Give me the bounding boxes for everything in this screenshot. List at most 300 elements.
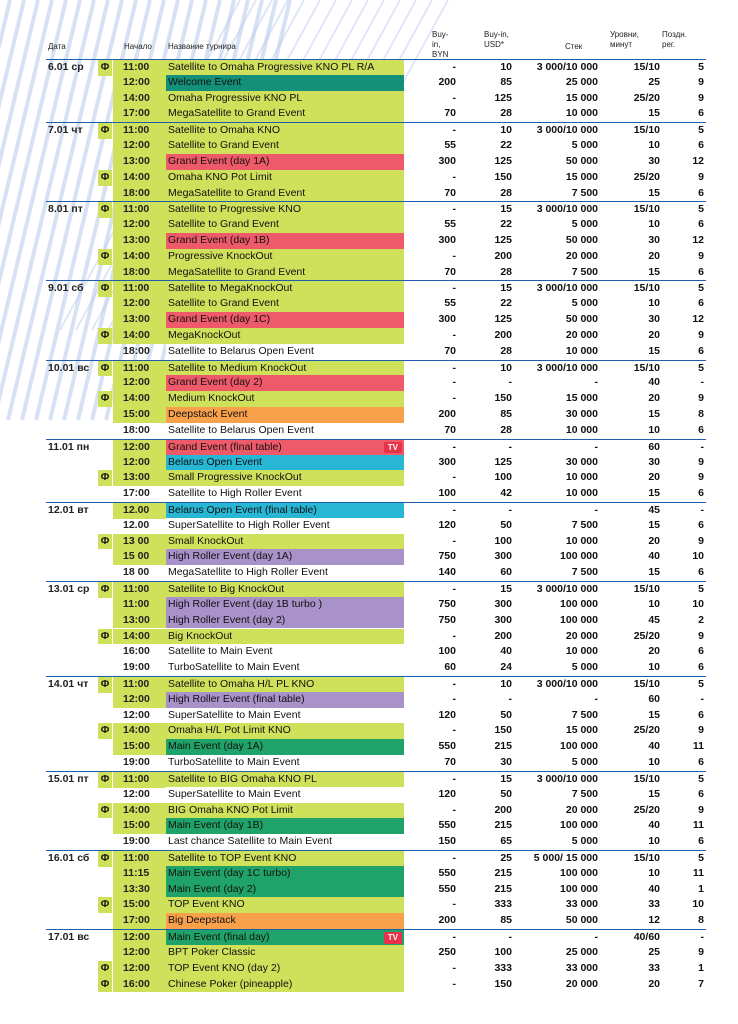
row-stack: 10 000 — [565, 471, 598, 484]
table-row — [46, 375, 706, 391]
row-event-name — [166, 170, 404, 186]
row-stack: 5 000/ 15 000 — [533, 852, 598, 864]
table-row — [46, 122, 706, 139]
row-time: 14:00 — [113, 803, 166, 819]
table-row — [46, 360, 706, 377]
row-buyin-byn: 55 — [444, 218, 456, 231]
event-name-text: Big KnockOut — [168, 629, 233, 642]
event-name-text: Grand Event (day 2) — [168, 376, 263, 389]
row-time: 13:00 — [113, 470, 166, 486]
row-time: 11:00 — [113, 60, 166, 76]
row-stack: 3 000/10 000 — [536, 677, 598, 690]
row-levels: 10 — [648, 661, 660, 674]
row-late-reg: 2 — [698, 613, 704, 626]
row-stack: 100 000 — [560, 882, 598, 895]
row-levels: 25/20 — [633, 724, 660, 737]
row-buyin-byn: 60 — [444, 661, 456, 674]
row-time: 12:00 — [113, 945, 166, 961]
row-levels: 25 — [648, 75, 660, 88]
row-late-reg: 6 — [698, 218, 704, 231]
row-time: 13:00 — [113, 613, 166, 629]
row-event-name — [166, 375, 404, 391]
header-name: Название турнира — [168, 42, 236, 51]
row-event-name — [166, 361, 404, 377]
row-buyin-usd: 22 — [500, 297, 512, 310]
row-time: 16:00 — [123, 645, 150, 658]
row-event-name — [166, 154, 404, 170]
table-row — [46, 708, 706, 724]
table-row — [46, 518, 706, 534]
row-buyin-byn: 750 — [438, 550, 456, 563]
row-time: 11:00 — [113, 582, 166, 598]
row-time: 12:00 — [113, 296, 166, 312]
row-buyin-usd: 100 — [494, 471, 512, 484]
row-levels: 25/20 — [633, 170, 660, 183]
row-buyin-byn: - — [452, 677, 456, 690]
event-name-text: Medium KnockOut — [168, 392, 255, 405]
row-levels: 15 — [648, 518, 660, 531]
row-late-reg: 6 — [698, 107, 704, 120]
table-row — [46, 771, 706, 788]
row-event-name — [166, 882, 404, 898]
table-row — [46, 439, 706, 456]
row-event-name — [166, 296, 404, 312]
row-event-name — [166, 312, 404, 328]
table-row — [46, 834, 706, 850]
tv-icon: TV — [384, 442, 402, 454]
row-buyin-byn: 55 — [444, 297, 456, 310]
event-name-text: Main Event (day 2) — [168, 882, 257, 895]
row-buyin-usd: 10 — [500, 61, 512, 73]
row-event-name — [166, 692, 404, 708]
event-name-text: Deepstack Event — [168, 408, 248, 421]
row-buyin-byn: 300 — [438, 234, 456, 247]
row-late-reg: 9 — [698, 455, 704, 468]
row-stack: 5 000 — [571, 139, 598, 152]
row-buyin-byn: 150 — [438, 835, 456, 848]
row-late-reg: 9 — [698, 170, 704, 183]
row-event-name — [166, 866, 404, 882]
row-late-reg: 8 — [698, 914, 704, 927]
row-levels: 15 — [648, 708, 660, 721]
event-name-text: Satellite to Grand Event — [168, 297, 279, 310]
row-time: 18 00 — [123, 566, 150, 579]
row-time: 12:00 — [113, 375, 166, 391]
row-event-name — [166, 644, 404, 660]
event-name-text: Grand Event (day 1B) — [168, 234, 270, 247]
row-event-name — [166, 977, 404, 993]
row-levels: 15 — [648, 186, 660, 199]
event-name-text: TOP Event KNO (day 2) — [168, 961, 281, 974]
row-time: 15 00 — [113, 549, 166, 565]
row-event-name — [166, 486, 404, 502]
row-levels: 25/20 — [633, 91, 660, 104]
row-stack: - — [594, 503, 598, 516]
event-name-text: Main Event (day 1A) — [168, 740, 264, 753]
row-date: 11.01 пн — [48, 440, 90, 453]
row-stack: - — [594, 931, 598, 944]
row-event-name — [166, 470, 404, 486]
row-buyin-byn: 300 — [438, 154, 456, 167]
table-row — [46, 217, 706, 233]
table-row — [46, 265, 706, 281]
row-stack: 3 000/10 000 — [536, 583, 598, 596]
table-row — [46, 455, 706, 471]
event-name-text: Satellite to Medium KnockOut — [168, 361, 307, 374]
row-late-reg: 6 — [698, 661, 704, 674]
row-late-reg: 9 — [698, 75, 704, 88]
event-name-text: Satellite to BIG Omaha KNO PL — [168, 772, 317, 785]
row-stack: 50 000 — [565, 313, 598, 326]
row-late-reg: 6 — [698, 186, 704, 199]
event-name-text: Satellite to Omaha KNO — [168, 124, 281, 137]
row-buyin-byn: 200 — [438, 408, 456, 421]
row-buyin-usd: 125 — [494, 313, 512, 326]
event-name-text: Satellite to MegaKnockOut — [168, 282, 293, 295]
row-time: 14:00 — [113, 249, 166, 265]
row-levels: 10 — [648, 835, 660, 848]
row-late-reg: 6 — [698, 423, 704, 436]
row-buyin-usd: 215 — [494, 819, 512, 832]
row-late-reg: 5 — [698, 124, 704, 137]
row-event-name — [166, 60, 404, 76]
row-stack: 5 000 — [571, 835, 598, 848]
row-buyin-byn: - — [452, 392, 456, 405]
row-late-reg: 10 — [692, 597, 704, 610]
event-name-text: Chinese Poker (pineapple) — [168, 977, 293, 990]
row-event-name — [166, 549, 404, 565]
row-levels: 40 — [648, 550, 660, 563]
row-stack: 30 000 — [565, 455, 598, 468]
row-buyin-usd: 85 — [500, 914, 512, 927]
row-time: 11:15 — [113, 866, 166, 882]
row-buyin-usd: 150 — [494, 977, 512, 990]
row-levels: 20 — [648, 645, 660, 658]
row-time: 14:00 — [113, 328, 166, 344]
row-buyin-usd: 10 — [500, 677, 512, 690]
phi-icon: Ф — [98, 851, 112, 867]
row-levels: 15/10 — [633, 361, 660, 374]
row-late-reg: 9 — [698, 724, 704, 737]
row-late-reg: 8 — [698, 408, 704, 421]
phi-icon: Ф — [98, 328, 112, 344]
event-name-text: BPT Poker Classic — [168, 945, 256, 958]
row-buyin-usd: 15 — [500, 772, 512, 785]
row-buyin-byn: - — [452, 328, 456, 341]
row-stack: 20 000 — [565, 629, 598, 642]
row-levels: 20 — [648, 471, 660, 484]
event-name-text: Last chance Satellite to Main Event — [168, 835, 333, 848]
row-event-name — [166, 455, 404, 471]
row-buyin-byn: 70 — [444, 265, 456, 278]
row-levels: 40 — [648, 376, 660, 389]
row-late-reg: 9 — [698, 249, 704, 262]
row-stack: 10 000 — [565, 344, 598, 357]
row-date: 8.01 пт — [48, 203, 83, 216]
row-date: 6.01 ср — [48, 61, 84, 73]
row-stack: 7 500 — [571, 186, 598, 199]
row-buyin-byn: 550 — [438, 819, 456, 832]
row-late-reg: 6 — [698, 835, 704, 848]
row-stack: 10 000 — [565, 645, 598, 658]
row-stack: 7 500 — [571, 518, 598, 531]
row-time: 17:00 — [123, 487, 150, 500]
table-row — [46, 755, 706, 771]
row-time: 12:00 — [123, 787, 150, 800]
row-late-reg: 10 — [692, 550, 704, 563]
row-time: 19:00 — [123, 756, 150, 769]
event-name-text: Satellite to Belarus Open Event — [168, 344, 314, 357]
row-levels: 40 — [648, 740, 660, 753]
row-buyin-byn: - — [452, 534, 456, 547]
row-event-name — [166, 930, 404, 946]
row-late-reg: 9 — [698, 629, 704, 642]
row-stack: 100 000 — [560, 613, 598, 626]
row-buyin-byn: - — [452, 503, 456, 516]
row-event-name — [166, 834, 404, 850]
row-time: 18:00 — [123, 423, 150, 436]
row-buyin-usd: 10 — [500, 124, 512, 137]
row-event-name — [166, 534, 404, 550]
phi-icon: Ф — [98, 723, 112, 739]
row-buyin-usd: 15 — [500, 583, 512, 596]
row-event-name — [166, 739, 404, 755]
event-name-text: Progressive KnockOut — [168, 249, 273, 262]
row-late-reg: 5 — [698, 282, 704, 295]
header-date: Дата — [48, 42, 66, 51]
table-row — [46, 106, 706, 122]
row-stack: 25 000 — [565, 75, 598, 88]
row-late-reg: 9 — [698, 328, 704, 341]
row-stack: 15 000 — [565, 392, 598, 405]
row-late-reg: 7 — [698, 977, 704, 990]
row-buyin-usd: 215 — [494, 740, 512, 753]
row-stack: 50 000 — [565, 234, 598, 247]
row-buyin-usd: 28 — [500, 423, 512, 436]
row-time: 12.00 — [123, 518, 150, 531]
table-row — [46, 644, 706, 660]
row-event-name — [166, 660, 404, 676]
row-late-reg: 12 — [692, 313, 704, 326]
row-event-name — [166, 281, 404, 297]
row-stack: 100 000 — [560, 550, 598, 563]
row-stack: 5 000 — [571, 218, 598, 231]
row-stack: 3 000/10 000 — [536, 203, 598, 216]
row-buyin-byn: - — [452, 852, 456, 864]
table-row — [46, 549, 706, 565]
row-event-name — [166, 423, 404, 439]
row-late-reg: 5 — [698, 583, 704, 596]
row-buyin-byn: - — [452, 583, 456, 596]
phi-icon: Ф — [98, 961, 112, 977]
phi-icon: Ф — [98, 470, 112, 486]
row-levels: 10 — [648, 756, 660, 769]
row-buyin-usd: 50 — [500, 708, 512, 721]
row-buyin-usd: 24 — [500, 661, 512, 674]
row-buyin-byn: 750 — [438, 597, 456, 610]
row-levels: 15 — [648, 408, 660, 421]
row-stack: 33 000 — [565, 898, 598, 911]
row-event-name — [166, 75, 404, 91]
phi-icon: Ф — [98, 170, 112, 186]
event-name-text: Grand Event (final table) — [168, 440, 282, 453]
event-name-text: MegaSatellite to Grand Event — [168, 186, 306, 199]
row-levels: 33 — [648, 898, 660, 911]
event-name-text: Satellite to Big KnockOut — [168, 583, 285, 596]
row-levels: 10 — [648, 297, 660, 310]
row-buyin-byn: 200 — [438, 914, 456, 927]
row-date: 17.01 вс — [48, 931, 90, 944]
table-row — [46, 154, 706, 170]
event-name-text: Belarus Open Event — [168, 455, 262, 468]
event-name-text: Satellite to Grand Event — [168, 218, 279, 231]
row-event-name — [166, 503, 404, 519]
row-buyin-byn: 70 — [444, 756, 456, 769]
row-stack: 100 000 — [560, 740, 598, 753]
row-event-name — [166, 582, 404, 598]
row-stack: 100 000 — [560, 866, 598, 879]
row-stack: 100 000 — [560, 597, 598, 610]
row-levels: 15/10 — [633, 124, 660, 137]
row-levels: 20 — [648, 534, 660, 547]
row-stack: 3 000/10 000 — [536, 124, 598, 137]
row-late-reg: - — [700, 692, 704, 705]
row-late-reg: 6 — [698, 566, 704, 579]
row-levels: 15/10 — [633, 677, 660, 690]
table-row — [46, 581, 706, 598]
event-name-text: MegaSatellite to Grand Event — [168, 265, 306, 278]
table-row — [46, 739, 706, 755]
row-time: 15:00 — [113, 407, 166, 423]
row-event-name — [166, 723, 404, 739]
event-name-text: Satellite to Progressive KNO — [168, 203, 302, 216]
event-name-text: Small Progressive KnockOut — [168, 471, 302, 484]
row-buyin-usd: 25 — [500, 852, 512, 864]
row-levels: 10 — [648, 139, 660, 152]
row-buyin-byn: 750 — [438, 613, 456, 626]
row-buyin-usd: 150 — [494, 724, 512, 737]
row-buyin-usd: 22 — [500, 139, 512, 152]
row-levels: 30 — [648, 455, 660, 468]
row-buyin-usd: 10 — [500, 361, 512, 374]
event-name-text: Omaha H/L Pot Limit KNO — [168, 724, 291, 737]
row-time: 15:00 — [113, 739, 166, 755]
row-buyin-usd: 28 — [500, 344, 512, 357]
row-buyin-usd: 100 — [494, 534, 512, 547]
row-buyin-usd: 150 — [494, 170, 512, 183]
event-name-text: Welcome Event — [168, 75, 242, 88]
row-stack: 3 000/10 000 — [536, 772, 598, 785]
event-name-text: BIG Omaha KNO Pot Limit — [168, 803, 293, 816]
row-stack: 15 000 — [565, 170, 598, 183]
row-stack: 7 500 — [571, 708, 598, 721]
table-row — [46, 882, 706, 898]
row-levels: 20 — [648, 392, 660, 405]
row-buyin-usd: - — [508, 503, 512, 516]
phi-icon: Ф — [98, 977, 112, 993]
row-event-name — [166, 945, 404, 961]
row-time: 18:00 — [113, 186, 166, 202]
row-late-reg: 1 — [698, 882, 704, 895]
row-time: 11:00 — [113, 361, 166, 377]
row-late-reg: - — [700, 376, 704, 389]
row-time: 12:00 — [113, 75, 166, 91]
event-name-text: Satellite to TOP Event KNO — [168, 852, 297, 864]
row-time: 12:00 — [113, 455, 166, 471]
row-stack: 20 000 — [565, 249, 598, 262]
row-event-name — [166, 755, 404, 771]
row-late-reg: 9 — [698, 471, 704, 484]
row-levels: 60 — [648, 692, 660, 705]
row-buyin-usd: 85 — [500, 75, 512, 88]
row-event-name — [166, 344, 404, 360]
row-buyin-byn: 120 — [438, 708, 456, 721]
row-time: 14:00 — [113, 91, 166, 107]
phi-icon: Ф — [98, 281, 112, 297]
row-late-reg: 5 — [698, 772, 704, 785]
row-levels: 15 — [648, 344, 660, 357]
row-buyin-usd: 200 — [494, 629, 512, 642]
row-late-reg: 9 — [698, 91, 704, 104]
row-levels: 15/10 — [633, 583, 660, 596]
row-stack: 15 000 — [565, 724, 598, 737]
table-row — [46, 233, 706, 249]
row-buyin-usd: 215 — [494, 866, 512, 879]
row-late-reg: 6 — [698, 265, 704, 278]
row-buyin-usd: 85 — [500, 408, 512, 421]
table-row — [46, 818, 706, 834]
row-time: 11:00 — [113, 851, 166, 867]
row-event-name — [166, 123, 404, 139]
row-buyin-byn: - — [452, 203, 456, 216]
event-name-text: Satellite to High Roller Event — [168, 487, 302, 500]
phi-icon: Ф — [98, 772, 112, 788]
header-late: Поздн. рег. — [662, 30, 687, 49]
row-buyin-usd: 125 — [494, 154, 512, 167]
event-name-text: Big Deepstack — [168, 914, 236, 927]
event-name-text: MegaSatellite to High Roller Event — [168, 566, 328, 579]
row-time: 15:00 — [113, 818, 166, 834]
row-levels: 30 — [648, 234, 660, 247]
row-buyin-usd: 215 — [494, 882, 512, 895]
row-levels: 25 — [648, 945, 660, 958]
row-event-name — [166, 677, 404, 693]
event-name-text: SuperSatellite to Main Event — [168, 787, 301, 800]
row-late-reg: 12 — [692, 234, 704, 247]
row-buyin-byn: 70 — [444, 344, 456, 357]
table-row — [46, 723, 706, 739]
row-late-reg: 6 — [698, 518, 704, 531]
table-row — [46, 803, 706, 819]
row-buyin-usd: 300 — [494, 550, 512, 563]
row-levels: 15 — [648, 265, 660, 278]
row-levels: 10 — [648, 423, 660, 436]
row-buyin-byn: 140 — [438, 566, 456, 579]
header-stack: Стек — [565, 42, 583, 51]
row-buyin-usd: 15 — [500, 203, 512, 216]
event-name-text: TOP Event KNO — [168, 898, 245, 911]
phi-icon: Ф — [98, 897, 112, 913]
row-event-name — [166, 217, 404, 233]
row-event-name — [166, 391, 404, 407]
row-buyin-usd: 200 — [494, 249, 512, 262]
row-late-reg: 6 — [698, 487, 704, 500]
row-levels: 15 — [648, 566, 660, 579]
row-buyin-byn: 200 — [438, 75, 456, 88]
row-buyin-byn: 120 — [438, 787, 456, 800]
row-late-reg: 5 — [698, 361, 704, 374]
row-late-reg: 6 — [698, 297, 704, 310]
